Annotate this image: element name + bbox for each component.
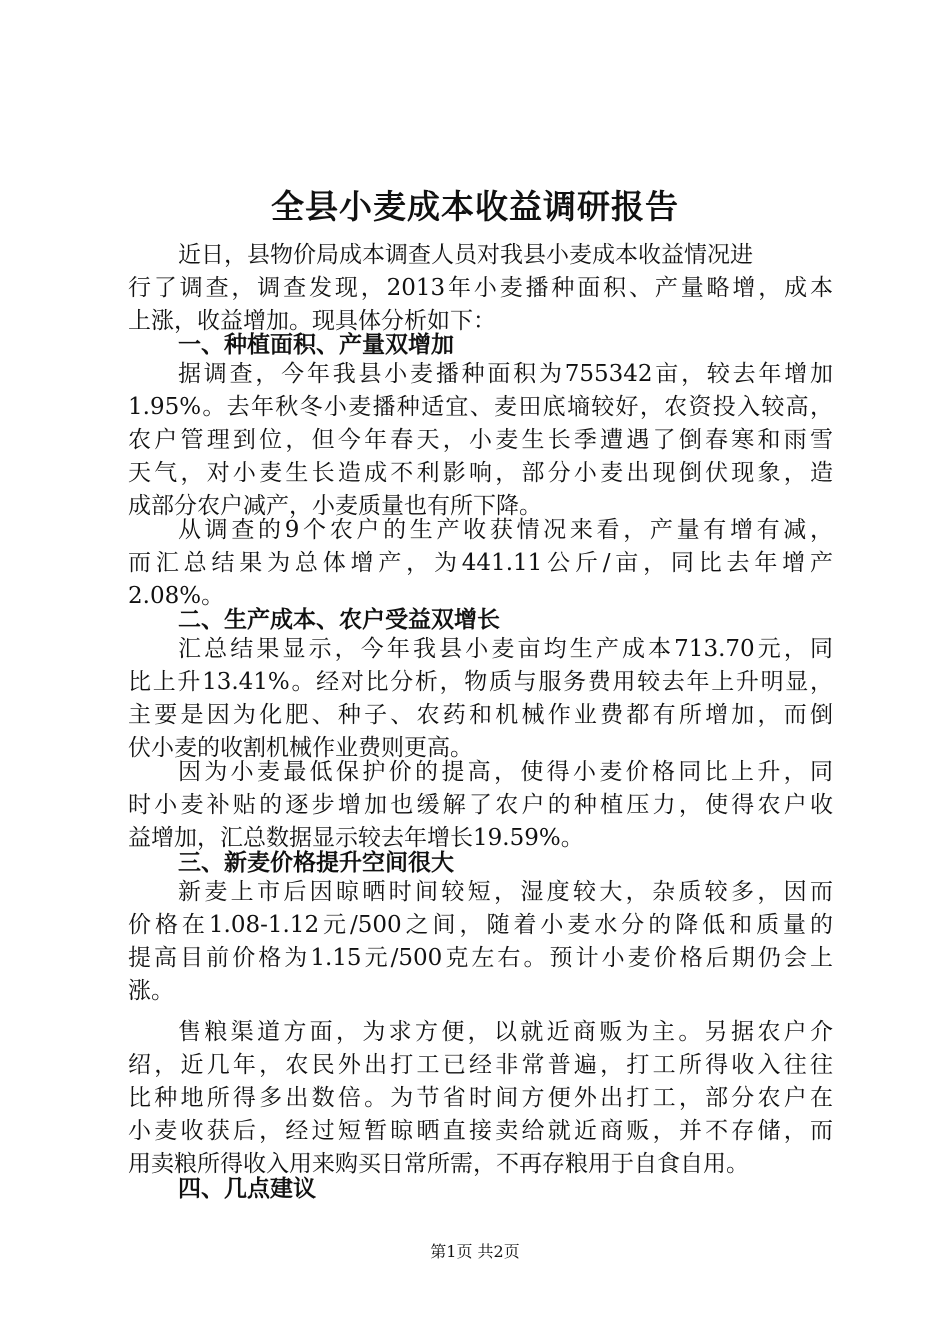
paragraph-area-line-2: 1.95%。去年秋冬小麦播种适宜、麦田底墒较好，农资投入较高，	[128, 394, 833, 420]
paragraph-area-line-5: 成部分农户减产，小麦质量也有所下降。	[128, 493, 542, 519]
paragraph-sales-line-4: 小麦收获后，经过短暂晾晒直接卖给就近商贩，并不存储，而	[128, 1118, 833, 1144]
paragraph-sales-line-5: 用卖粮所得收入用来购买日常所需，不再存粮用于自食自用。	[128, 1151, 749, 1177]
page-number-footer: 第1页 共2页	[430, 1242, 520, 1261]
paragraph-intro-line-1: 近日，县物价局成本调查人员对我县小麦成本收益情况进	[178, 242, 753, 268]
paragraph-income-line-1: 因为小麦最低保护价的提高，使得小麦价格同比上升，同	[178, 759, 833, 785]
paragraph-intro-line-3: 上涨，收益增加。现具体分析如下：	[128, 308, 496, 334]
paragraph-area-line-3: 农户管理到位，但今年春天，小麦生长季遭遇了倒春寒和雨雪	[128, 427, 833, 453]
section-heading-2: 二、生产成本、农户受益双增长	[178, 607, 500, 633]
paragraph-sales-line-3: 比种地所得多出数倍。为节省时间方便外出打工，部分农户在	[128, 1085, 833, 1111]
paragraph-yield-line-1: 从调查的9个农户的生产收获情况来看，产量有增有减，	[178, 517, 833, 543]
paragraph-income-line-3: 益增加，汇总数据显示较去年增长19.59%。	[128, 825, 584, 851]
paragraph-price-line-4: 涨。	[128, 978, 174, 1004]
paragraph-area-line-4: 天气，对小麦生长造成不利影响，部分小麦出现倒伏现象，造	[128, 460, 833, 486]
paragraph-yield-line-3: 2.08%。	[128, 583, 225, 609]
paragraph-price-line-2: 价格在1.08-1.12元/500之间，随着小麦水分的降低和质量的	[128, 912, 833, 938]
section-heading-1: 一、种植面积、产量双增加	[178, 332, 454, 358]
paragraph-intro-line-2: 行了调查，调查发现，2013年小麦播种面积、产量略增，成本	[128, 275, 833, 301]
section-heading-4: 四、几点建议	[178, 1176, 316, 1202]
document-title: 全县小麦成本收益调研报告	[271, 187, 679, 226]
paragraph-price-line-3: 提高目前价格为1.15元/500克左右。预计小麦价格后期仍会上	[128, 945, 833, 971]
paragraph-income-line-2: 时小麦补贴的逐步增加也缓解了农户的种植压力，使得农户收	[128, 792, 833, 818]
paragraph-cost-line-3: 主要是因为化肥、种子、农药和机械作业费都有所增加，而倒	[128, 702, 833, 728]
paragraph-cost-line-4: 伏小麦的收割机械作业费则更高。	[128, 735, 473, 761]
paragraph-cost-line-1: 汇总结果显示，今年我县小麦亩均生产成本713.70元，同	[178, 636, 833, 662]
paragraph-area-line-1: 据调查，今年我县小麦播种面积为755342亩，较去年增加	[178, 361, 833, 387]
paragraph-price-line-1: 新麦上市后因晾晒时间较短，湿度较大，杂质较多，因而	[178, 879, 833, 905]
paragraph-sales-line-1: 售粮渠道方面，为求方便，以就近商贩为主。另据农户介	[178, 1019, 833, 1045]
section-heading-3: 三、新麦价格提升空间很大	[178, 850, 454, 876]
paragraph-sales-line-2: 绍，近几年，农民外出打工已经非常普遍，打工所得收入往往	[128, 1052, 833, 1078]
paragraph-yield-line-2: 而汇总结果为总体增产，为441.11公斤/亩，同比去年增产	[128, 550, 833, 576]
paragraph-cost-line-2: 比上升13.41%。经对比分析，物质与服务费用较去年上升明显，	[128, 669, 833, 695]
